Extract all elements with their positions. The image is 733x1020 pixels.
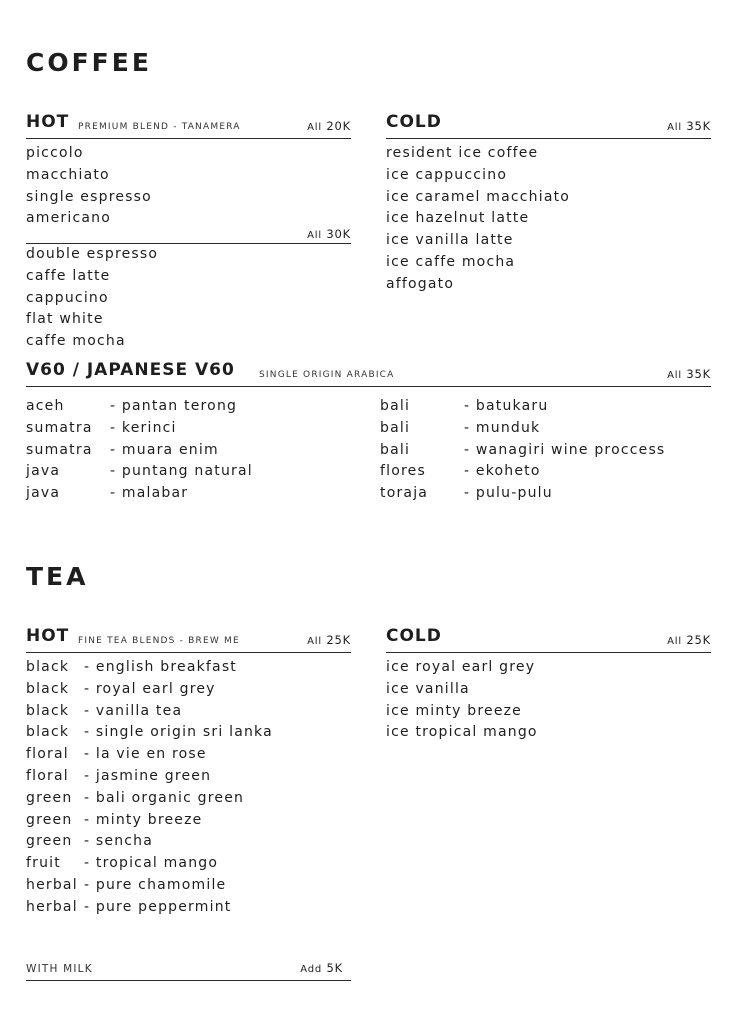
list-item <box>380 396 665 418</box>
tea-cold-header <box>386 626 711 653</box>
price-value: 25K <box>326 633 351 647</box>
list-item: cappucino <box>26 289 109 306</box>
origin: java <box>26 485 61 502</box>
v60-right-list <box>380 396 665 505</box>
list-item: affogato <box>386 275 455 292</box>
price-value: 30K <box>326 227 351 241</box>
bean-name: - kerinci <box>110 419 177 436</box>
list-item <box>26 744 273 766</box>
price-prefix: All <box>667 370 682 381</box>
price-prefix: All <box>667 636 682 647</box>
price-value: 20K <box>326 119 351 133</box>
tea-type: black <box>26 659 70 675</box>
bean-name: - pulu-pulu <box>464 485 553 502</box>
tea-cold-title: COLD <box>386 626 442 646</box>
with-milk-row <box>26 958 351 981</box>
coffee-section-title: COFFEE <box>26 48 152 77</box>
list-item <box>26 440 253 462</box>
origin: sumatra <box>26 441 93 458</box>
list-item <box>26 810 273 832</box>
list-item <box>26 722 273 744</box>
list-item: flat white <box>26 311 104 328</box>
v60-subtitle: SINGLE ORIGIN ARABICA <box>259 370 395 380</box>
list-item: ice vanilla latte <box>386 232 514 249</box>
tea-name: - single origin sri lanka <box>84 724 273 741</box>
coffee-hot-group2-list <box>26 244 158 353</box>
list-item <box>26 679 273 701</box>
list-item: ice hazelnut latte <box>386 210 530 227</box>
tea-hot-header <box>26 626 351 653</box>
list-item: ice caramel macchiato <box>386 188 571 205</box>
list-item: double espresso <box>26 246 159 262</box>
bean-name: - muara enim <box>110 441 219 458</box>
list-item: ice vanilla <box>386 680 470 697</box>
list-item <box>26 396 253 418</box>
list-item: americano <box>26 210 111 227</box>
bean-name: - malabar <box>110 485 189 502</box>
list-item <box>26 875 273 897</box>
list-item <box>26 788 273 810</box>
tea-name: - pure chamomile <box>84 876 227 893</box>
price-prefix: All <box>307 122 322 133</box>
coffee-hot-title: HOT <box>26 112 70 132</box>
list-item: resident ice coffee <box>386 145 539 161</box>
list-item <box>26 483 253 505</box>
list-item: ice cappuccino <box>386 166 508 183</box>
coffee-hot-price <box>307 119 351 133</box>
price-prefix: All <box>307 636 322 647</box>
list-item: macchiato <box>26 166 110 183</box>
tea-cold-list <box>386 657 538 744</box>
tea-cold-price <box>667 633 711 647</box>
list-item <box>26 461 253 483</box>
price-value: 25K <box>686 633 711 647</box>
list-item <box>26 418 253 440</box>
price-value: 5K <box>326 961 343 975</box>
list-item <box>380 461 665 483</box>
bean-name: - ekoheto <box>464 463 541 480</box>
tea-hot-subtitle: FINE TEA BLENDS - BREW ME <box>78 636 240 646</box>
origin: flores <box>380 463 426 480</box>
list-item <box>26 657 273 679</box>
list-item: ice royal earl grey <box>386 659 536 675</box>
tea-name: - bali organic green <box>84 789 245 806</box>
v60-title: V60 / JAPANESE V60 <box>26 360 235 380</box>
tea-name: - royal earl grey <box>84 680 216 697</box>
tea-name: - minty breeze <box>84 811 203 828</box>
list-item: piccolo <box>26 145 84 161</box>
tea-type: floral <box>26 746 69 763</box>
tea-type: black <box>26 680 70 697</box>
coffee-hot-list <box>26 143 152 230</box>
list-item: single espresso <box>26 188 152 205</box>
v60-price <box>667 367 711 381</box>
list-item <box>380 440 665 462</box>
coffee-cold-title: COLD <box>386 112 442 132</box>
list-item <box>26 831 273 853</box>
list-item <box>26 701 273 723</box>
tea-type: black <box>26 702 70 719</box>
tea-name: - jasmine green <box>84 767 212 784</box>
tea-name: - sencha <box>84 833 154 850</box>
list-item <box>26 766 273 788</box>
tea-type: green <box>26 789 73 806</box>
tea-type: green <box>26 833 73 850</box>
list-item <box>26 853 273 875</box>
origin: sumatra <box>26 419 93 436</box>
origin: bali <box>380 419 411 436</box>
price-prefix: All <box>667 122 682 133</box>
coffee-hot-subtitle: PREMIUM BLEND - TANAMERA <box>78 122 241 132</box>
coffee-hot-header <box>26 112 351 139</box>
tea-type: herbal <box>26 898 78 915</box>
with-milk-price <box>300 961 343 975</box>
tea-name: - english breakfast <box>84 659 237 675</box>
list-item: caffe mocha <box>26 333 126 350</box>
bean-name: - munduk <box>464 419 541 436</box>
price-prefix: All <box>307 230 322 241</box>
tea-type: green <box>26 811 73 828</box>
tea-name: - pure peppermint <box>84 898 232 915</box>
tea-name: - la vie en rose <box>84 746 207 763</box>
bean-name: - puntang natural <box>110 463 253 480</box>
bean-name: - pantan terong <box>110 398 238 414</box>
v60-header <box>26 360 711 387</box>
coffee-cold-header <box>386 112 711 139</box>
coffee-cold-list <box>386 143 570 296</box>
bean-name: - batukaru <box>464 398 549 414</box>
coffee-hot-group2-price <box>307 227 351 241</box>
price-prefix: Add <box>300 964 323 975</box>
origin: toraja <box>380 485 429 502</box>
origin: aceh <box>26 398 65 414</box>
v60-left-list <box>26 396 253 505</box>
tea-type: herbal <box>26 876 78 893</box>
bean-name: - wanagiri wine proccess <box>464 441 666 458</box>
tea-hot-list <box>26 657 273 919</box>
list-item: ice minty breeze <box>386 702 522 719</box>
tea-hot-price <box>307 633 351 647</box>
coffee-cold-price <box>667 119 711 133</box>
price-value: 35K <box>686 119 711 133</box>
tea-type: floral <box>26 767 69 784</box>
list-item <box>380 483 665 505</box>
list-item: ice tropical mango <box>386 724 538 741</box>
origin: bali <box>380 441 411 458</box>
tea-hot-title: HOT <box>26 626 70 646</box>
origin: java <box>26 463 61 480</box>
tea-type: black <box>26 724 70 741</box>
origin: bali <box>380 398 411 414</box>
tea-name: - tropical mango <box>84 855 219 872</box>
tea-section-title: TEA <box>26 562 89 591</box>
price-value: 35K <box>686 367 711 381</box>
tea-type: fruit <box>26 855 61 872</box>
list-item <box>26 897 273 919</box>
list-item: ice caffe mocha <box>386 253 516 270</box>
list-item: caffe latte <box>26 267 111 284</box>
tea-name: - vanilla tea <box>84 702 183 719</box>
with-milk-label: WITH MILK <box>26 963 93 975</box>
list-item <box>380 418 665 440</box>
